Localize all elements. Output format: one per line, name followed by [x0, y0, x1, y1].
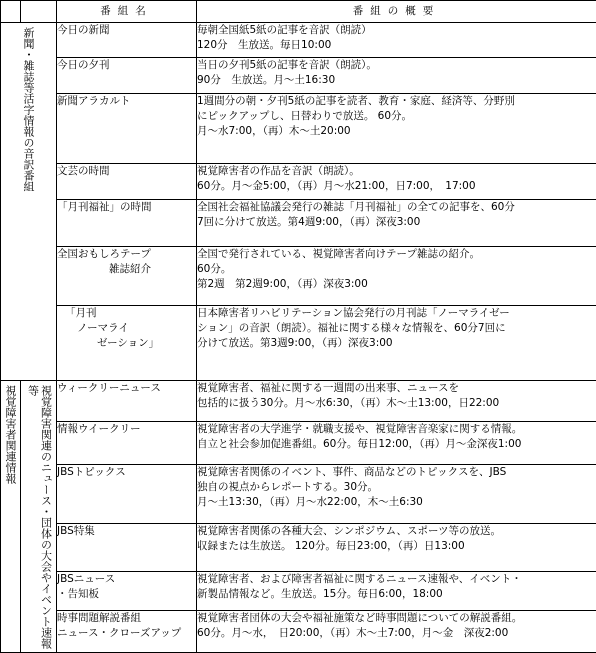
program-name: 「月刊	[65, 306, 97, 319]
program-name: 全国おもしろテープ	[57, 248, 151, 261]
program-row	[1, 23, 596, 58]
program-summary-line: ション」の音訳（朗読）。福祉に関する様々な情報を、60分7回に	[197, 321, 506, 334]
program-summary-line: 視覚障害者、福祉に関する一週間の出来事、ニュースを	[197, 381, 459, 394]
program-name: ニュース・クローズアップ	[57, 627, 182, 640]
program-summary-line: 60分。	[197, 263, 232, 276]
program-summary-line: 視覚障害者の大学進学・就職支援や、視覚障害音楽家に関する情報。	[197, 423, 523, 436]
program-name: ゼーション」	[97, 336, 160, 349]
program-summary-line: 独自の視点からレポートする。30分。	[197, 481, 379, 494]
program-name: JBSニュース	[57, 572, 116, 585]
program-name: 時事問題解説番組	[57, 612, 141, 625]
program-name-cell	[57, 305, 197, 380]
program-summary-line: 分けて放送。第3週9:00，（再）深夜3:00	[197, 336, 393, 349]
program-summary-line: 当日の夕刊5紙の記事を音訳（朗読）。	[197, 59, 377, 72]
program-summary-line: 視覚障害者関係の各種大会、シンポジウム、スポーツ等の放送。	[197, 524, 502, 537]
program-row	[1, 94, 596, 164]
category-label: 視覚障害者関連情報	[4, 384, 17, 484]
program-summary-line: 毎朝全国紙5紙の記事を音訳（朗読）	[197, 24, 372, 37]
program-summary-line: 60分。月～金5:00，（再）月～水21:00，日7:00， 17:00	[197, 179, 476, 192]
program-summary-line: 120分 生放送。毎日10:00	[197, 39, 332, 52]
header-blank	[21, 1, 57, 23]
program-name-cell	[57, 523, 197, 571]
program-summary-line: 収録または生放送。 120分。毎日23:00，（再）日13:00	[197, 539, 465, 552]
program-summary-cell	[197, 23, 596, 58]
program-summary-cell	[197, 523, 596, 571]
program-row	[1, 247, 596, 305]
program-name: 「月刊福祉」の時間	[57, 200, 152, 213]
program-summary-line: 視覚障害者の作品を音訳（朗読）。	[197, 164, 360, 177]
program-row	[1, 163, 596, 199]
program-summary-line: 包括的に扱う30分。月～水6:30，（再）木～土13:00，日22:00	[197, 396, 500, 409]
program-name-cell	[57, 422, 197, 465]
program-summary-cell	[197, 465, 596, 523]
program-summary-line: 新製品情報など。生放送。15分。毎日6:00，18:00	[197, 587, 443, 600]
program-summary-cell	[197, 571, 596, 610]
program-name: 今日の夕刊	[57, 59, 110, 72]
program-name-cell	[57, 94, 197, 164]
subcategory-label: 視覚障害関連のニュース・団体の大会やイベント速報等	[26, 384, 53, 649]
program-name: 雑誌紹介	[109, 263, 151, 276]
program-name: ・告知板	[57, 587, 99, 600]
program-summary-cell	[197, 58, 596, 94]
category-label: 新聞・雑誌等活字情報の音訳番組	[22, 27, 35, 193]
program-summary-cell	[197, 247, 596, 305]
program-name: 今日の新聞	[57, 24, 110, 37]
program-summary-line: 日本障害者リハビリテーション協会発行の月刊誌「ノーマライゼー	[197, 306, 510, 319]
program-row	[1, 305, 596, 380]
program-name-cell	[57, 163, 197, 199]
program-summary-cell	[197, 163, 596, 199]
program-row	[1, 465, 596, 523]
program-name-cell	[57, 23, 197, 58]
program-name: 新聞アラカルト	[57, 95, 131, 108]
program-summary-line: 第2週 第2週9:00，（再）深夜3:00	[197, 278, 368, 291]
program-summary-cell	[197, 380, 596, 422]
program-row	[1, 380, 596, 422]
program-summary-line: 全国社会福祉協議会発行の雑誌「月刊福祉」の全ての記事を、60分	[197, 200, 515, 213]
program-summary-line: 視覚障害者、および障害者福祉に関するニュース速報や、イベント・	[197, 572, 522, 585]
program-summary-line: 90分 生放送。月～土16:30	[197, 74, 336, 87]
header-row	[1, 1, 596, 23]
category-cell	[1, 23, 57, 380]
program-summary-line: 月～水7:00，（再）木～土20:00	[197, 125, 351, 138]
program-summary-line: 自立と社会参加促進番組。60分。毎日12:00，（再）月～金深夜1:00	[197, 438, 522, 451]
program-summary-cell	[197, 422, 596, 465]
subcategory-cell	[21, 380, 57, 652]
program-row	[1, 611, 596, 653]
program-name-cell	[57, 611, 197, 653]
program-name: ウィークリーニュース	[57, 381, 161, 394]
program-name: 文芸の時間	[57, 164, 110, 177]
header-program-summary: 番組の概要	[197, 1, 596, 23]
program-row	[1, 523, 596, 571]
header-program-name: 番組名	[57, 1, 197, 23]
program-summary-line: にピックアップし、日替わりで放送。 60分。	[197, 110, 413, 123]
program-name-cell	[57, 465, 197, 523]
program-name-cell	[57, 199, 197, 246]
program-summary-cell	[197, 305, 596, 380]
program-name-cell	[57, 247, 197, 305]
program-summary-line: 7回に分けて放送。第4週9:00，（再）深夜3:00	[197, 215, 421, 228]
category-cell	[1, 380, 21, 652]
program-name: JBSトピックス	[57, 466, 126, 479]
program-summary-cell	[197, 611, 596, 653]
program-row	[1, 571, 596, 610]
program-row	[1, 58, 596, 94]
program-name: JBS特集	[57, 524, 95, 537]
program-name: 情報ウイークリー	[57, 423, 141, 436]
header-blank	[1, 1, 21, 23]
program-name-cell	[57, 571, 197, 610]
program-summary-line: 1週間分の朝・夕刊5紙の記事を読者、教育・家庭、経済等、分野別	[197, 95, 515, 108]
program-summary-cell	[197, 199, 596, 246]
program-summary-line: 60分。月～水， 日20:00，（再）木～土7:00，月～金 深夜2:00	[197, 627, 509, 640]
program-name-cell	[57, 58, 197, 94]
program-summary-line: 月～土13:30，（再）月～水22:00，木～土6:30	[197, 496, 423, 509]
program-name-cell	[57, 380, 197, 422]
program-name: ノーマライ	[77, 321, 129, 334]
program-row	[1, 199, 596, 246]
program-summary-line: 視覚障害者団体の大会や福祉施策など時事問題についての解説番組。	[197, 612, 523, 625]
program-row	[1, 422, 596, 465]
program-summary-line: 視覚障害者関係のイベント、事件、商品などのトピックスを、JBS	[197, 466, 507, 479]
program-summary-line: 全国で発行されている、視覚障害者向けテープ雑誌の紹介。	[197, 248, 480, 261]
program-summary-cell	[197, 94, 596, 164]
